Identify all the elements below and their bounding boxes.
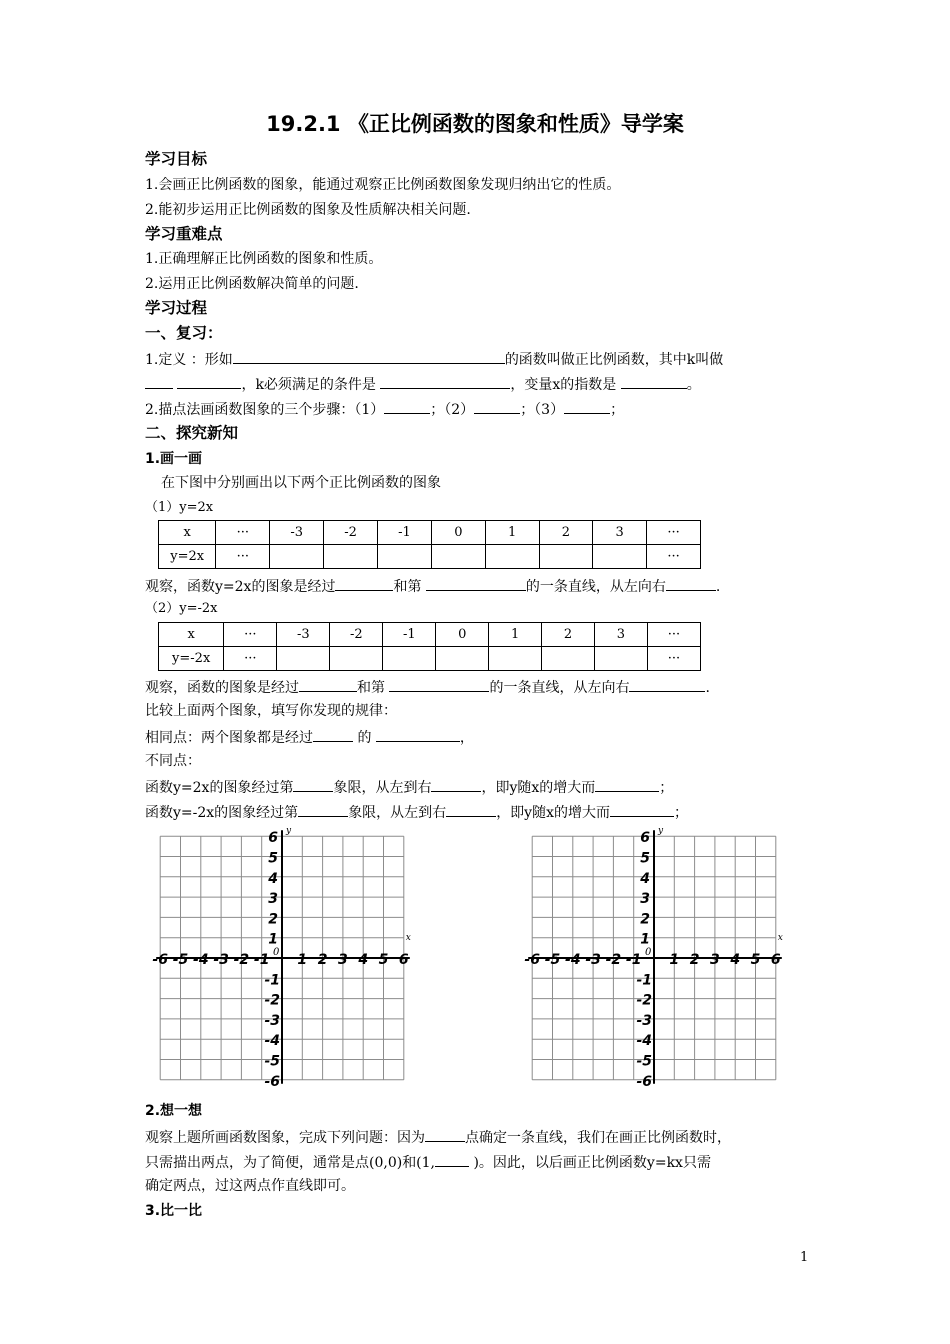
func2-label: （2）y=-2x bbox=[145, 601, 218, 616]
x-tick-label: -6 bbox=[524, 952, 540, 968]
table-cell-input[interactable] bbox=[270, 545, 324, 569]
diff2-text-b: 象限，从左到右 bbox=[348, 805, 447, 821]
table-cell: ··· bbox=[647, 623, 700, 647]
think-blank-points[interactable] bbox=[425, 1127, 465, 1142]
y-tick-label: -4 bbox=[636, 1033, 652, 1050]
definition-text-e: 。 bbox=[686, 377, 701, 393]
definition-text-b: 的函数叫做正比例函数，其中k叫做 bbox=[504, 352, 724, 368]
x-tick-label: 1 bbox=[669, 952, 680, 968]
diff1-text-d: ； bbox=[659, 780, 674, 796]
table-cell: 0 bbox=[436, 623, 489, 647]
definition-blank-exponent[interactable] bbox=[621, 374, 687, 389]
think-line-1 bbox=[145, 1127, 731, 1147]
observation-2-text-b: 和第 bbox=[357, 680, 385, 696]
y-axis-label: y bbox=[286, 826, 292, 837]
y-tick-label: 6 bbox=[268, 830, 278, 847]
y-tick-label: 3 bbox=[640, 891, 650, 908]
table-cell: 1 bbox=[489, 623, 542, 647]
compare-instruction: 比较上面两个图象，填写你发现的规律： bbox=[145, 703, 397, 719]
think-line-2 bbox=[145, 1152, 711, 1172]
steps-text-d: ； bbox=[610, 402, 625, 418]
y-tick-label: 5 bbox=[268, 850, 278, 867]
definition-blank-condition[interactable] bbox=[380, 374, 510, 389]
x-tick-label: -2 bbox=[233, 952, 250, 968]
y-tick-label: -5 bbox=[264, 1053, 280, 1070]
explore-heading: 二、探究新知 bbox=[145, 424, 239, 442]
y-tick-label: -4 bbox=[264, 1033, 280, 1050]
definition-line-2 bbox=[145, 374, 701, 394]
table-cell: -2 bbox=[324, 521, 378, 545]
goal-item-2: 2.能初步运用正比例函数的图象及性质解决相关问题. bbox=[145, 202, 471, 218]
table-cell: -1 bbox=[383, 623, 436, 647]
x-tick-label: -3 bbox=[213, 952, 229, 968]
think-text-a: 观察上题所画函数图象，完成下列问题：因为 bbox=[145, 1130, 425, 1146]
table-cell: x bbox=[159, 521, 216, 545]
think-text-b: 点确定一条直线，我们在画正比例函数时， bbox=[465, 1130, 731, 1146]
steps-blank-1[interactable] bbox=[384, 399, 430, 414]
same-point-line bbox=[145, 727, 474, 747]
y-tick-label: -6 bbox=[636, 1073, 652, 1090]
origin-label: 0 bbox=[645, 947, 652, 958]
table-cell: x bbox=[159, 623, 224, 647]
table-row bbox=[159, 521, 701, 545]
y-tick-label: 3 bbox=[268, 891, 278, 908]
y-tick-label: -3 bbox=[636, 1012, 652, 1029]
difficulty-item-2: 2.运用正比例函数解决简单的问题. bbox=[145, 276, 359, 292]
y-tick-label: 1 bbox=[268, 931, 278, 948]
table-cell-input[interactable] bbox=[542, 647, 595, 671]
table-cell: 2 bbox=[542, 623, 595, 647]
table-cell-input[interactable] bbox=[378, 545, 432, 569]
definition-blank-k-name-a[interactable] bbox=[145, 374, 173, 389]
table-row bbox=[159, 545, 701, 569]
same-text-c: ， bbox=[459, 730, 474, 746]
compare-heading: 3.比一比 bbox=[145, 1203, 203, 1219]
table-cell: ··· bbox=[216, 545, 270, 569]
goals-heading: 学习目标 bbox=[145, 150, 208, 168]
origin-label: 0 bbox=[273, 947, 280, 958]
x-tick-label: 5 bbox=[750, 952, 761, 968]
y-tick-label: 2 bbox=[640, 911, 650, 928]
diff1-blank-change[interactable] bbox=[595, 777, 659, 792]
table-cell: y=-2x bbox=[159, 647, 224, 671]
y-tick-label: -1 bbox=[264, 972, 280, 989]
table-cell: 0 bbox=[431, 521, 485, 545]
y-tick-label: 6 bbox=[640, 830, 650, 847]
diff2-text-c: ，即y随x的增大而 bbox=[496, 805, 610, 821]
table-cell: ··· bbox=[216, 521, 270, 545]
think-heading: 2.想一想 bbox=[145, 1103, 203, 1119]
steps-text-c: ；（3） bbox=[520, 402, 565, 418]
observation-1-text-c: 的一条直线，从左向右 bbox=[525, 579, 666, 595]
x-tick-label: -1 bbox=[625, 952, 642, 968]
x-tick-label: -5 bbox=[172, 952, 189, 968]
process-heading: 学习过程 bbox=[145, 299, 208, 317]
x-tick-label: -5 bbox=[544, 952, 561, 968]
diff2-text-a: 函数y=-2x的图象经过第 bbox=[145, 805, 299, 821]
x-tick-label: 1 bbox=[297, 952, 308, 968]
x-tick-label: 2 bbox=[317, 952, 328, 968]
x-axis-label: x bbox=[777, 933, 783, 943]
observation-1-blank-point[interactable] bbox=[335, 576, 393, 591]
diff1-blank-quadrant[interactable] bbox=[293, 777, 333, 792]
x-tick-label: 3 bbox=[338, 952, 348, 968]
value-table-2 bbox=[158, 622, 701, 671]
draw-intro: 在下图中分别画出以下两个正比例函数的图象 bbox=[161, 475, 441, 491]
table-row bbox=[159, 647, 701, 671]
steps-text-b: ；（2） bbox=[430, 402, 475, 418]
table-cell: 3 bbox=[593, 521, 647, 545]
table-cell: ··· bbox=[647, 647, 700, 671]
table-cell: ··· bbox=[224, 623, 277, 647]
coordinate-grid-left[interactable] bbox=[140, 826, 430, 1090]
table-cell-input[interactable] bbox=[324, 545, 378, 569]
table-cell: 3 bbox=[595, 623, 648, 647]
y-tick-label: -2 bbox=[636, 992, 652, 1009]
observation-2 bbox=[145, 677, 710, 697]
table-cell: ··· bbox=[224, 647, 277, 671]
same-text-b: 的 bbox=[357, 730, 372, 746]
table-cell-input[interactable] bbox=[431, 545, 485, 569]
observation-2-text-a: 观察，函数的图象是经过 bbox=[145, 680, 299, 696]
diff1-text-c: ，即y随x的增大而 bbox=[481, 780, 596, 796]
y-tick-label: -5 bbox=[636, 1053, 652, 1070]
difficulties-heading: 学习重难点 bbox=[145, 225, 223, 243]
x-tick-label: -6 bbox=[152, 952, 168, 968]
y-tick-label: 5 bbox=[640, 850, 650, 867]
definition-text-a: 1.定义 ：形如 bbox=[145, 352, 233, 368]
func1-label: （1）y=2x bbox=[145, 500, 214, 515]
x-tick-label: 2 bbox=[689, 952, 700, 968]
table-cell: -3 bbox=[270, 521, 324, 545]
table-cell-input[interactable] bbox=[277, 647, 330, 671]
table-cell-input[interactable] bbox=[539, 545, 593, 569]
value-table-1 bbox=[158, 520, 701, 569]
table-cell-input[interactable] bbox=[593, 545, 647, 569]
observation-1 bbox=[145, 576, 720, 596]
goal-item-1: 1.会画正比例函数的图象，能通过观察正比例函数图象发现归纳出它的性质。 bbox=[145, 177, 621, 193]
x-axis-label: x bbox=[405, 933, 411, 943]
observation-2-blank-point[interactable] bbox=[299, 677, 357, 692]
x-tick-label: 6 bbox=[398, 952, 409, 968]
definition-blank-k-name-b[interactable] bbox=[177, 374, 241, 389]
diff2-blank-quadrant[interactable] bbox=[298, 802, 348, 817]
coordinate-grid-right[interactable] bbox=[512, 826, 802, 1090]
page-title: 19.2.1 《正比例函数的图象和性质》导学案 bbox=[266, 112, 684, 136]
think-text-c: 只需描出两点，为了简便，通常是点(0,0)和(1, bbox=[145, 1155, 436, 1171]
y-axis-label: y bbox=[658, 826, 664, 837]
x-tick-label: -2 bbox=[605, 952, 622, 968]
y-tick-label: -6 bbox=[264, 1073, 280, 1090]
table-cell: ··· bbox=[647, 545, 701, 569]
table-cell-input[interactable] bbox=[485, 545, 539, 569]
draw-heading: 1.画一画 bbox=[145, 451, 203, 467]
think-line-3: 确定两点，过这两点作直线即可。 bbox=[145, 1178, 355, 1194]
y-tick-label: 1 bbox=[640, 931, 650, 948]
diff2-blank-trend[interactable] bbox=[446, 802, 496, 817]
table-cell: -1 bbox=[378, 521, 432, 545]
x-tick-label: -1 bbox=[253, 952, 270, 968]
observation-2-text-c: 的一条直线，从左向右 bbox=[489, 680, 630, 696]
x-tick-label: 6 bbox=[770, 952, 781, 968]
observation-1-text-b: 和第 bbox=[393, 579, 422, 595]
y-tick-label: 4 bbox=[268, 870, 278, 887]
table-cell: y=2x bbox=[159, 545, 216, 569]
difference-line-1 bbox=[145, 777, 673, 797]
table-cell: 1 bbox=[485, 521, 539, 545]
steps-line bbox=[145, 399, 624, 419]
table-cell: 2 bbox=[539, 521, 593, 545]
observation-2-blank-trend[interactable] bbox=[629, 677, 705, 692]
diff1-text-a: 函数y=2x的图象经过第 bbox=[145, 780, 294, 796]
observation-1-blank-quadrant[interactable] bbox=[426, 576, 526, 591]
observation-2-blank-quadrant[interactable] bbox=[389, 677, 489, 692]
table-cell-input[interactable] bbox=[595, 647, 648, 671]
x-tick-label: -4 bbox=[193, 952, 209, 968]
x-tick-label: 3 bbox=[710, 952, 720, 968]
definition-text-c: ，k必须满足的条件是 bbox=[241, 377, 376, 393]
table-row bbox=[159, 623, 701, 647]
y-tick-label: -3 bbox=[264, 1012, 280, 1029]
diff1-blank-trend[interactable] bbox=[431, 777, 481, 792]
table-cell-input[interactable] bbox=[489, 647, 542, 671]
y-tick-label: 2 bbox=[268, 911, 278, 928]
observation-1-text-d: . bbox=[715, 579, 721, 595]
table-cell: -3 bbox=[277, 623, 330, 647]
same-text-a: 相同点：两个图象都是经过 bbox=[145, 730, 313, 746]
page-number: 1 bbox=[800, 1250, 809, 1265]
y-tick-label: -1 bbox=[636, 972, 652, 989]
diff2-blank-change[interactable] bbox=[610, 802, 674, 817]
observation-1-text-a: 观察，函数y=2x的图象是经过 bbox=[145, 579, 336, 595]
y-tick-label: -2 bbox=[264, 992, 280, 1009]
observation-1-blank-trend[interactable] bbox=[666, 576, 716, 591]
x-tick-label: 4 bbox=[730, 952, 741, 968]
difference-label: 不同点： bbox=[145, 753, 201, 769]
steps-blank-3[interactable] bbox=[564, 399, 610, 414]
diff2-text-d: ； bbox=[674, 805, 688, 821]
same-blank-feature[interactable] bbox=[376, 727, 460, 742]
x-tick-label: -3 bbox=[585, 952, 601, 968]
think-blank-k[interactable] bbox=[435, 1152, 469, 1167]
definition-text-d: ，变量x的指数是 bbox=[510, 377, 617, 393]
review-heading: 一、复习： bbox=[145, 324, 223, 342]
x-tick-label: 4 bbox=[358, 952, 369, 968]
difference-line-2 bbox=[145, 802, 688, 822]
observation-2-text-d: . bbox=[705, 680, 710, 696]
x-tick-label: -4 bbox=[565, 952, 581, 968]
table-cell-input[interactable] bbox=[436, 647, 489, 671]
x-tick-label: 5 bbox=[378, 952, 389, 968]
table-cell: ··· bbox=[647, 521, 701, 545]
steps-text-a: 2.描点法画函数图象的三个步骤：（1） bbox=[145, 402, 385, 418]
difficulty-item-1: 1.正确理解正比例函数的图象和性质。 bbox=[145, 251, 383, 267]
y-tick-label: 4 bbox=[640, 870, 650, 887]
table-cell: -2 bbox=[330, 623, 383, 647]
table-cell-input[interactable] bbox=[330, 647, 383, 671]
steps-blank-2[interactable] bbox=[474, 399, 520, 414]
definition-blank-form[interactable] bbox=[233, 349, 505, 364]
definition-line-1 bbox=[145, 349, 723, 369]
diff1-text-b: 象限，从左到右 bbox=[333, 780, 432, 796]
table-cell-input[interactable] bbox=[383, 647, 436, 671]
same-blank-point[interactable] bbox=[313, 727, 353, 742]
think-text-d: )。因此，以后画正比例函数y=kx只需 bbox=[473, 1155, 711, 1171]
